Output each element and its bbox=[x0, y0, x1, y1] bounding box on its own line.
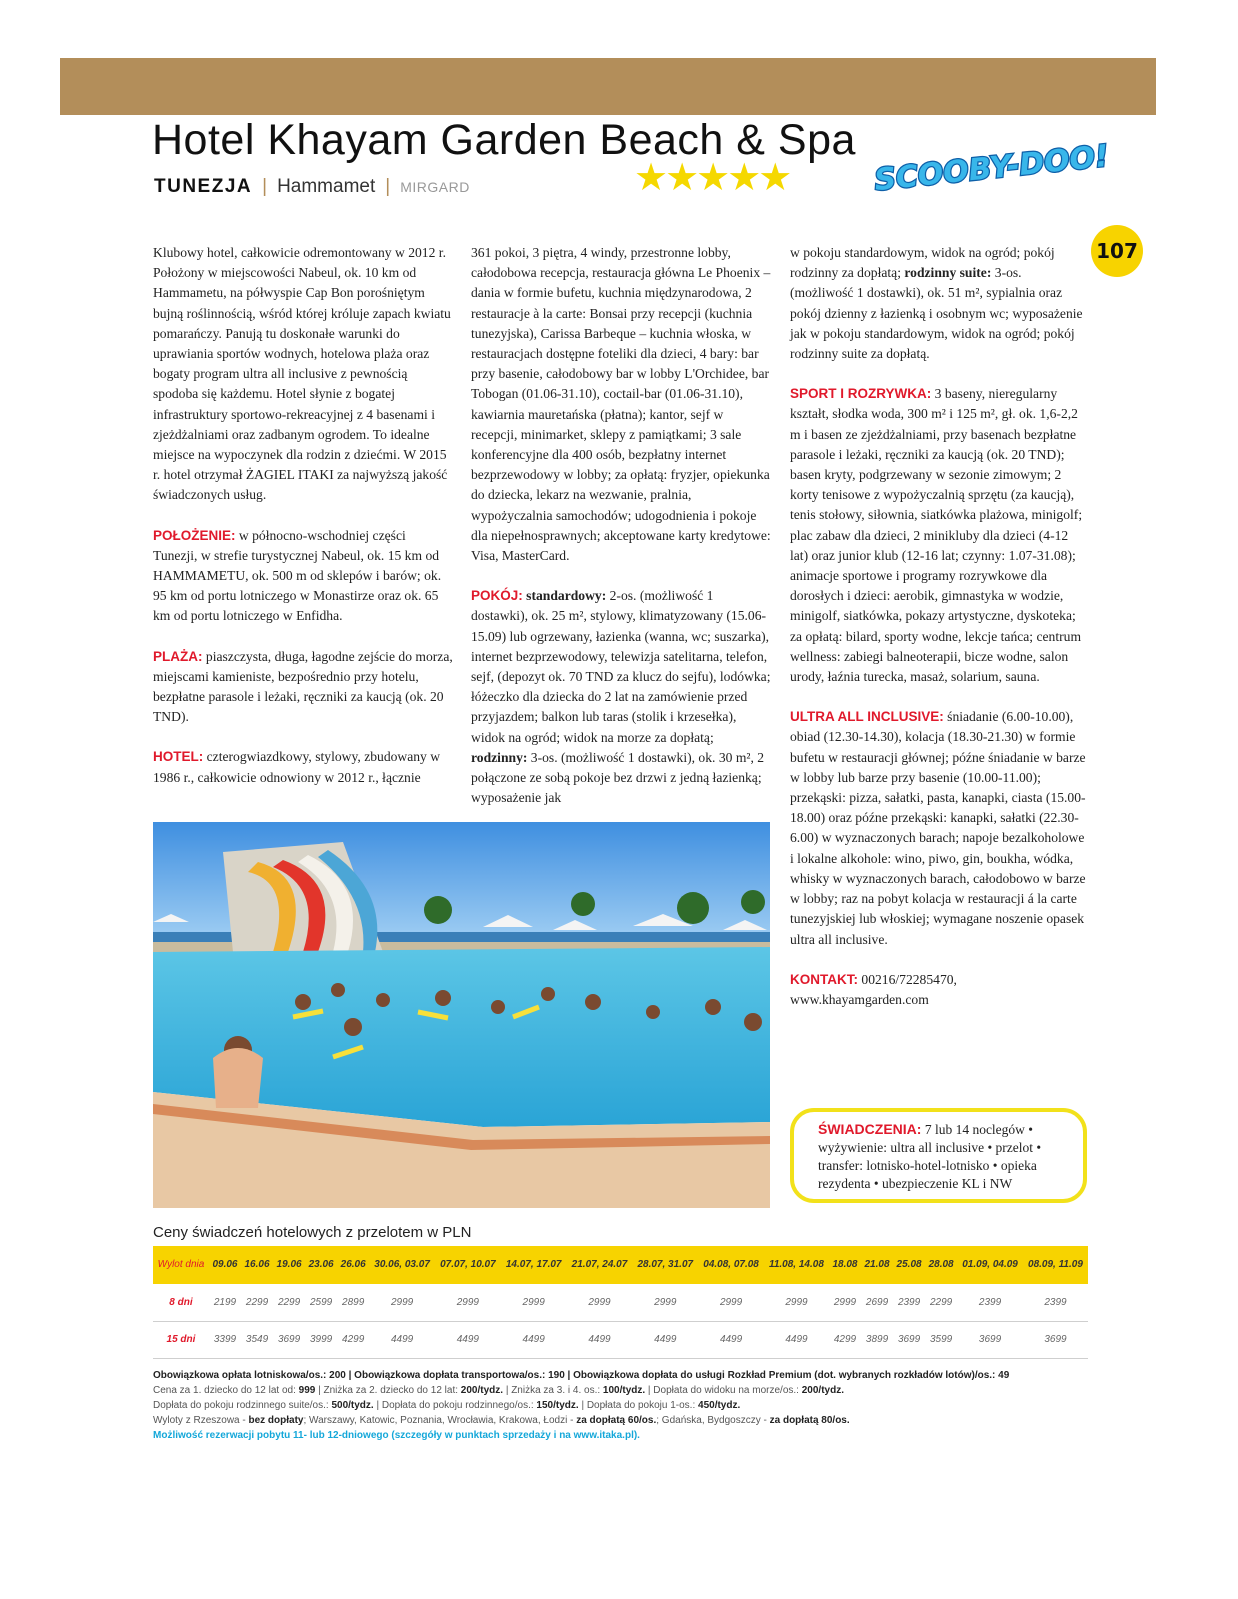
date-header: 18.08 bbox=[829, 1246, 861, 1284]
ultra-all-inclusive-heading: ULTRA ALL INCLUSIVE: bbox=[790, 709, 944, 725]
date-header: 21.08 bbox=[861, 1246, 893, 1284]
departure-airports-line bbox=[153, 1413, 1093, 1428]
location-paragraph bbox=[153, 526, 453, 627]
date-header: 23.06 bbox=[305, 1246, 337, 1284]
benefits-box bbox=[790, 1108, 1087, 1203]
date-header: 19.06 bbox=[273, 1246, 305, 1284]
note-text: Wyloty z Rzeszowa - bbox=[153, 1415, 249, 1426]
date-header: 09.06 bbox=[209, 1246, 241, 1284]
price-cell: 3999 bbox=[305, 1321, 337, 1358]
date-header: 07.07, 10.07 bbox=[435, 1246, 501, 1284]
contact-paragraph bbox=[790, 970, 1088, 1010]
price-cell: 2999 bbox=[829, 1284, 861, 1321]
date-header: 26.06 bbox=[337, 1246, 369, 1284]
note-text: | Dopłata do widoku na morze/os.: bbox=[645, 1385, 802, 1396]
note-text: | Zniżka za 2. dziecko do 12 lat: bbox=[315, 1385, 461, 1396]
price-cell: 2999 bbox=[764, 1284, 829, 1321]
note-value: 100/tydz. bbox=[602, 1385, 646, 1396]
hotel-code: MIRGARD bbox=[400, 179, 470, 195]
date-header: 28.07, 31.07 bbox=[632, 1246, 698, 1284]
date-header: 04.08, 07.08 bbox=[698, 1246, 764, 1284]
date-header: 16.06 bbox=[241, 1246, 273, 1284]
scooby-doo-logo bbox=[872, 128, 1111, 200]
table-row bbox=[153, 1321, 1088, 1358]
hotel-heading: HOTEL: bbox=[153, 749, 204, 765]
price-cell: 3899 bbox=[861, 1321, 893, 1358]
star-rating bbox=[634, 155, 790, 199]
booking-info-line: Możliwość rezerwacji pobytu 11- lub 12-dniowego (szczegóły w punktach sprzedaży i na www.itaka.pl). bbox=[153, 1430, 640, 1441]
hotel-pool-photo bbox=[153, 822, 770, 1208]
note-text: | Dopłata do pokoju 1-os.: bbox=[578, 1400, 699, 1411]
note-text: Dopłata do pokoju rodzinnego suite/os.: bbox=[153, 1400, 332, 1411]
room-standard-text: 2-os. (możliwość 1 dostawki), ok. 25 m², stylowy, klimatyzowany (15.06-15.09) lub ogrzewany, łazienka (wanna, wc; suszarka), internet bezprzewodowy, telewizja satelitarna, telefon, sejf, (depozyt ok. 70 TND za klucz do sejfu), lodówka; łóżeczko dla dziecka do 2 lat na zamówienie przed przyjazdem; balkon lub taras (stolik i krzesełka), widok na ogród; widok na morze za dopłatą; bbox=[471, 588, 771, 745]
price-cell: 2599 bbox=[305, 1284, 337, 1321]
room-continued bbox=[790, 243, 1088, 364]
suite-text: 3-os. (możliwość 1 dostawki), ok. 51 m², sypialnia oraz pokój dzienny z łazienką i osobnym wc; wyposażenie jak w pokoju standardowym, widok na ogród; pokój rodzinny suite za dopłatą. bbox=[790, 265, 1083, 362]
contact-text: 00216/72285470, www.khayamgarden.com bbox=[790, 971, 957, 1007]
note-value: 200/tydz. bbox=[801, 1385, 844, 1396]
price-cell: 2999 bbox=[501, 1284, 567, 1321]
room-family-text: 3-os. (możliwość 1 dostawki), ok. 30 m², 2 połączone ze sobą pokoje bez drzwi z jedną łazienką; wyposażenie jak bbox=[471, 749, 765, 806]
ultra-all-inclusive-paragraph bbox=[790, 707, 1088, 949]
location-heading: POŁOŻENIE: bbox=[153, 527, 236, 543]
page-title: Hotel Khayam Garden Beach & Spa bbox=[152, 116, 856, 164]
date-header: 08.09, 11.09 bbox=[1023, 1246, 1088, 1284]
date-header: 28.08 bbox=[925, 1246, 957, 1284]
room-family-label: rodzinny: bbox=[471, 749, 528, 765]
price-cell: 3549 bbox=[241, 1321, 273, 1358]
note-text: | Zniżka za 3. i 4. os.: bbox=[503, 1385, 603, 1396]
half-star-icon: ★ bbox=[758, 155, 790, 199]
price-notes bbox=[153, 1368, 1093, 1443]
price-cell: 3699 bbox=[957, 1321, 1023, 1358]
price-cell: 4499 bbox=[632, 1321, 698, 1358]
price-cell: 3699 bbox=[1023, 1321, 1088, 1358]
ultra-all-inclusive-text: śniadanie (6.00-10.00), obiad (12.30-14.30), kolacja (18.30-21.30) w formie bufetu w restauracji głównej; późne śniadanie w barze w lobby lub barze przy basenie (10.00-11.00); przekąski: pizza, sałatki, pasta, kanapki, ciasta (15.00-18.00) oraz późne przekąski: kanapki, sałatki (22.30-6.00) w wyznaczonych barach; napoje bezalkoholowe i lokalne alkohole: wino, piwo, gin, boukha, wódka, whisky w wyznaczonych barach, całodobowo w barze w lobby; raz na pobyt kolacja w restauracji á la carte tunezyjskiej lub włoskiej; wymagane noszenie opasek ultra all inclusive. bbox=[790, 709, 1086, 947]
duration-label: 15 dni bbox=[153, 1321, 209, 1358]
price-cell: 2399 bbox=[893, 1284, 925, 1321]
sport-text: 3 baseny, nieregularny kształt, słodka woda, 300 m² i 125 m², gł. ok. 1,6-2,2 m i basen ze zjeżdżalniami, przy basenach bezpłatne parasole i leżaki, ręczniki za kaucją (ok. 20 TND); basen kryty, podgrzewany w sezonie zimowym; 2 korty tenisowe z wypożyczalnią sprzętu (za kaucją), tenis stołowy, siłownia, siatkówka plażowa, minigolf; plac zabaw dla dzieci, 2 minikluby dla dzieci (4-12 lat) oraz junior klub (12-16 lat; czynny: 1.07-31.08); animacje sportowe i programy rozrywkowe dla dorosłych i dzieci: aerobik, gimnastyka w wodzie, minigolf, siatkówka, pokazy artystyczne, dyskoteka; za opłatą: bilard, sporty wodne, lekcje tańca; centrum wellness: zabiegi balneoterapii, bicze wodne, salon urody, łaźnia turecka, masaż, solarium, sauna. bbox=[790, 386, 1083, 685]
beach-heading: PLAŻA: bbox=[153, 648, 203, 664]
price-cell: 2399 bbox=[957, 1284, 1023, 1321]
price-table-header bbox=[153, 1246, 1088, 1284]
note-text: Cena za 1. dziecko do 12 lat od: bbox=[153, 1385, 299, 1396]
table-row bbox=[153, 1284, 1088, 1321]
note-text: ; Gdańska, Bydgoszczy - bbox=[656, 1415, 770, 1426]
price-cell: 3399 bbox=[209, 1321, 241, 1358]
contact-heading: KONTAKT: bbox=[790, 971, 858, 987]
price-cell: 4299 bbox=[337, 1321, 369, 1358]
note-value: bez dopłaty bbox=[248, 1415, 304, 1426]
price-cell: 4499 bbox=[501, 1321, 567, 1358]
hotel-text: czterogwiazdkowy, stylowy, zbudowany w 1986 r., całkowicie odnowiony w 2012 r., łącznie bbox=[153, 749, 441, 785]
price-cell: 2199 bbox=[209, 1284, 241, 1321]
price-cell: 4499 bbox=[698, 1321, 764, 1358]
note-value: 500/tydz. bbox=[331, 1400, 374, 1411]
hotel-location-line bbox=[154, 176, 470, 198]
sport-paragraph bbox=[790, 384, 1088, 687]
date-header: 14.07, 17.07 bbox=[501, 1246, 567, 1284]
price-cell: 4499 bbox=[567, 1321, 633, 1358]
date-header: 21.07, 24.07 bbox=[567, 1246, 633, 1284]
date-header: 30.06, 03.07 bbox=[369, 1246, 435, 1284]
benefits-heading: ŚWIADCZENIA: bbox=[818, 1121, 922, 1137]
room-continued-text: w pokoju standardowym, widok na ogród; pokój rodzinny za dopłatą; bbox=[790, 245, 1055, 281]
date-header: 11.08, 14.08 bbox=[764, 1246, 829, 1284]
room-heading: POKÓJ: bbox=[471, 588, 523, 604]
price-cell: 2999 bbox=[369, 1284, 435, 1321]
price-table-title: Ceny świadczeń hotelowych z przelotem w PLN bbox=[153, 1224, 472, 1241]
location-text: w północno-wschodniej części Tunezji, w strefie turystycznej Nabeul, ok. 15 km od HAMMAMETU, ok. 500 m od sklepów i barów; ok. 95 km od portu lotniczego w Monastirze oraz ok. 65 km od portu lotniczego w Enfidha. bbox=[153, 527, 442, 624]
text-column-2 bbox=[471, 243, 771, 828]
text-column-1 bbox=[153, 243, 453, 808]
separator: | bbox=[262, 176, 268, 197]
price-cell: 4499 bbox=[435, 1321, 501, 1358]
separator: | bbox=[385, 176, 391, 197]
duration-label: 8 dni bbox=[153, 1284, 209, 1321]
price-cell: 4499 bbox=[369, 1321, 435, 1358]
price-cell: 2299 bbox=[241, 1284, 273, 1321]
note-text: ; Warszawy, Katowic, Poznania, Wrocławia, Krakowa, Łodzi - bbox=[303, 1415, 577, 1426]
price-cell: 3599 bbox=[925, 1321, 957, 1358]
room-surcharges-line bbox=[153, 1398, 1093, 1413]
hotel-continued: 361 pokoi, 3 piętra, 4 windy, przestronne lobby, całodobowa recepcja, restauracja główna Le Phoenix – dania w formie bufetu, kuchnia międzynarodowa, 2 restauracje à la carte: Bonsai przy recepcji (kuchnia tunezyjska), Carissa Barbeque – kuchnia włoska, w restauracjach dostępne foteliki dla dzieci, 4 bary: bar przy basenie, całodobowy bar w lobby L'Orchidee, bar Tobogan (01.06-31.10), coctail-bar (01.06-31.10), kawiarnia mauretańska (płatna); kantor, sejf w recepcji, minimarket, sklepy z pamiątkami; 3 sale konferencyjne dla 400 osób, bezpłatny internet bezprzewodowy w lobby; za opłatą: fryzjer, opiekunka do dziecka, lekarz na wezwanie, pralnia, wypożyczalnia samochodów; udogodnienia i pokoje dla niepełnosprawnych; akceptowane karty kredytowe: Visa, MasterCard. bbox=[471, 245, 771, 564]
beach-paragraph bbox=[153, 647, 453, 728]
price-cell: 2999 bbox=[698, 1284, 764, 1321]
child-discounts-line bbox=[153, 1383, 1093, 1398]
intro-paragraph: Klubowy hotel, całkowicie odremontowany w 2012 r. Położony w miejscowości Nabeul, ok. 10 km od Hammametu, na półwyspie Cap Bon porośniętym bujną roślinnością, wśród której króluje zapach kwiatu pomarańczy. Panują tu doskonałe warunki do uprawiania sportów wodnych, hotelowa plaża oraz bogaty program ultra all inclusive z pewnością spodoba się każdemu. Hotel słynie z bogatej infrastruktury sportowo-rekreacyjnej z 4 basenami i zjeżdżalniami oraz zadbanym ogrodem. To idealne miejsce na wypoczynek dla rodzin z dziećmi. W 2015 r. hotel otrzymał ŻAGIEL ITAKI za najwyższą jakość świadczonych usług. bbox=[153, 245, 451, 503]
top-color-band bbox=[60, 58, 1156, 115]
suite-label: rodzinny suite: bbox=[904, 265, 992, 281]
note-text: | Dopłata do pokoju rodzinnego/os.: bbox=[373, 1400, 537, 1411]
price-table bbox=[153, 1246, 1088, 1359]
price-cell: 4299 bbox=[829, 1321, 861, 1358]
date-header: 01.09, 04.09 bbox=[957, 1246, 1023, 1284]
mandatory-fees-line: Obowiązkowa opłata lotniskowa/os.: 200 | Obowiązkowa dopłata transportowa/os.: 190 | Obowiązkowa dopłata do usługi Rozkład Premium (dot. wybranych rozkładów lotów)/os.: 49 bbox=[153, 1370, 1010, 1381]
logo-text: SCOOBY-DOO! bbox=[872, 138, 1111, 199]
star-icons: ★★★★ bbox=[634, 155, 759, 199]
text-column-3 bbox=[790, 243, 1088, 1030]
price-cell: 4499 bbox=[764, 1321, 829, 1358]
note-value: 150/tydz. bbox=[536, 1400, 579, 1411]
date-header: 25.08 bbox=[893, 1246, 925, 1284]
note-value: 450/tydz. bbox=[698, 1400, 741, 1411]
note-value: za dopłatą 80/os. bbox=[769, 1415, 850, 1426]
price-cell: 3699 bbox=[273, 1321, 305, 1358]
room-paragraph bbox=[471, 586, 771, 808]
benefits-text: 7 lub 14 noclegów • wyżywienie: ultra all inclusive • przelot • transfer: lotnisko-hotel-lotnisko • opieka rezydenta • ubezpieczenie KL i NW bbox=[818, 1122, 1042, 1191]
room-standard-label: standardowy: bbox=[526, 588, 607, 604]
note-value: za dopłatą 60/os. bbox=[576, 1415, 657, 1426]
price-cell: 2999 bbox=[632, 1284, 698, 1321]
departure-day-header: Wylot dnia bbox=[153, 1246, 209, 1284]
note-value: 999 bbox=[298, 1385, 316, 1396]
sport-heading: SPORT I ROZRYWKA: bbox=[790, 386, 932, 402]
price-cell: 2899 bbox=[337, 1284, 369, 1321]
price-cell: 2299 bbox=[925, 1284, 957, 1321]
price-cell: 2299 bbox=[273, 1284, 305, 1321]
hotel-paragraph bbox=[153, 747, 453, 787]
price-cell: 2999 bbox=[567, 1284, 633, 1321]
note-value: 200/tydz. bbox=[460, 1385, 504, 1396]
price-cell: 3699 bbox=[893, 1321, 925, 1358]
country: TUNEZJA bbox=[154, 176, 253, 197]
price-cell: 2999 bbox=[435, 1284, 501, 1321]
page-number-badge: 107 bbox=[1091, 225, 1143, 277]
beach-text: piaszczysta, długa, łagodne zejście do morza, miejscami kamieniste, bezpośrednio przy hotelu, bezpłatne parasole i leżaki, ręczniki za kaucją (ok. 20 TND). bbox=[153, 648, 453, 725]
price-cell: 2699 bbox=[861, 1284, 893, 1321]
city: Hammamet bbox=[277, 176, 376, 197]
price-cell: 2399 bbox=[1023, 1284, 1088, 1321]
